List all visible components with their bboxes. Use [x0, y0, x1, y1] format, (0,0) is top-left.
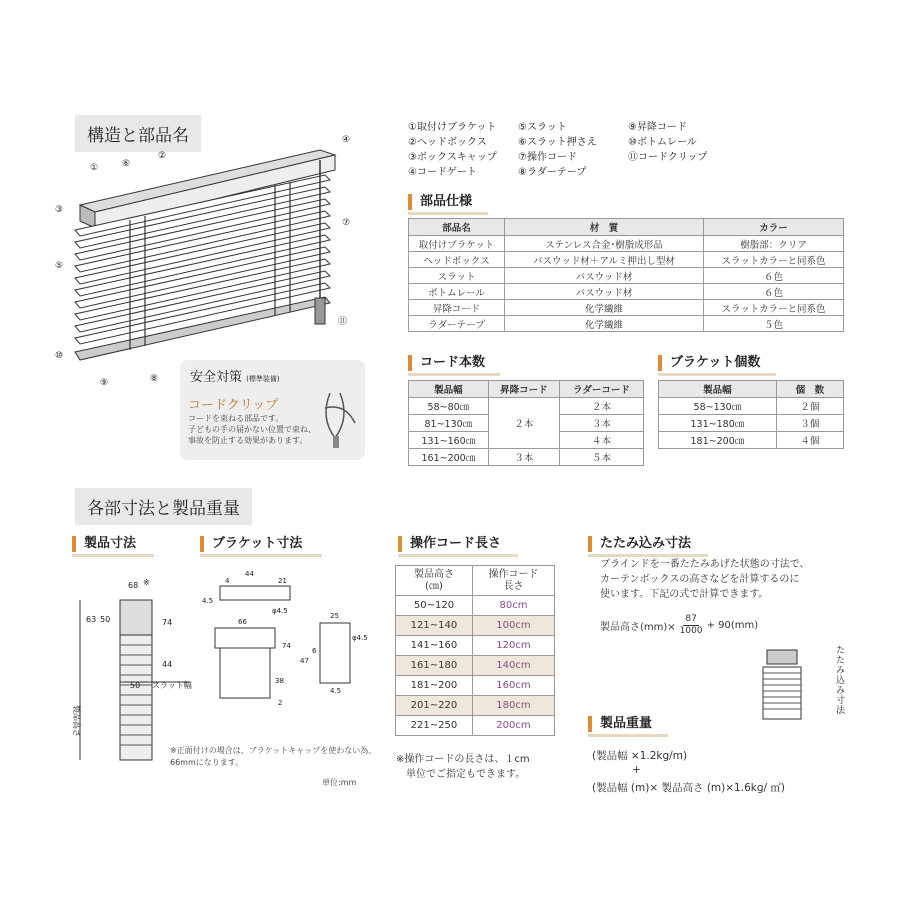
- product-dims-underline: [72, 554, 154, 557]
- table-row: 181~200㎝ ４個: [659, 432, 844, 449]
- product-dims-title: 製品寸法: [72, 536, 136, 552]
- section-title-structure: 構造と部品名: [75, 115, 201, 152]
- weight-underline: [588, 734, 668, 737]
- bdim-47: 47: [300, 657, 309, 665]
- dim-68-note: ※: [143, 578, 150, 587]
- dim-44: 44: [162, 660, 173, 669]
- bdim-phi: φ4.5: [272, 607, 288, 615]
- table-row: 161~200㎝ ３本 ５本: [409, 449, 644, 466]
- table-row: ボトムレール バスウッド材 ６色: [409, 284, 844, 300]
- weight-plus: +: [632, 764, 641, 776]
- bracket-dims-title: ブラケット寸法: [200, 536, 302, 552]
- table-row: 取付けブラケット ステンレス合金･樹脂成形品 樹脂部：クリア: [409, 236, 844, 252]
- slat-width-label: スラット幅: [152, 681, 192, 690]
- callout-6: ⑥: [122, 159, 131, 169]
- weight-line1: (製品幅 ×1.2kg/m): [592, 750, 688, 762]
- table-row: 50~120 80cm: [396, 596, 555, 616]
- bdim-6: 6: [312, 647, 317, 655]
- table-row: 131~160㎝ ４本: [409, 432, 644, 449]
- callout-11: ⑪: [338, 317, 348, 327]
- formula-right: + 90(mm): [706, 619, 759, 631]
- dim-50-slat: 50: [130, 681, 141, 690]
- safety-box: [180, 360, 365, 460]
- parts-list-col1: ①取付けブラケット ②ヘッドボックス ③ボックスキャップ ④コードゲート: [408, 122, 497, 178]
- fold-formula: [600, 612, 758, 638]
- bdim-25: 25: [330, 612, 339, 620]
- unit-label: 単位:mm: [322, 778, 357, 787]
- bracket-dims-underline: [200, 554, 322, 557]
- dim-68: 68: [128, 581, 139, 590]
- dim-63: 63: [86, 615, 97, 624]
- callout-2: ②: [158, 151, 167, 161]
- cord-count-title: コード本数: [408, 355, 485, 371]
- table-row: 141~160 120cm: [396, 636, 555, 656]
- parts-spec-table: 部品名 材 質 カラー 取付けブラケット ステンレス合金･樹脂成形品 樹脂部：クリア ヘッドボックス バスウッド材＋アルミ押出し型材 スラットカラーと同系色 スラット バスウッド材 ６色 ボトムレール バスウッド材 ６色 昇降コード 化学繊維 スラットカラーと同系色 ラダーテープ 化学繊維 ５色: [408, 218, 844, 332]
- blind-structure-diagram: [50, 130, 370, 390]
- bracket-count-underline: [658, 373, 776, 376]
- callout-5: ⑤: [55, 261, 64, 271]
- bdim-4-5b: 4.5: [330, 687, 342, 695]
- safety-title: 安全対策 (標準装備): [190, 370, 280, 385]
- parts-spec-title: 部品仕様: [408, 194, 472, 210]
- callout-3: ③: [55, 205, 64, 215]
- formula-left: 製品高さ(mm)×: [600, 621, 676, 633]
- op-cord-table: 製品高さ (㎝) 操作コード 長さ 50~120 80cm 121~140 100cm 141~160 120cm 161~180 140cm 181~200 160cm 201~220 180cm 221~250 200cm: [395, 565, 555, 736]
- table-row: 121~140 100cm: [396, 616, 555, 636]
- bdim-4-5: 4.5: [202, 597, 214, 605]
- table-row: 161~180 140cm: [396, 656, 555, 676]
- op-cord-title: 操作コード長さ: [398, 536, 501, 552]
- bdim-38: 38: [275, 677, 284, 685]
- bdim-21: 21: [278, 577, 287, 585]
- op-cord-note: ※操作コードの長さは、１cm 単位でご指定もできます。: [396, 754, 530, 780]
- fold-title: たたみ込み寸法: [588, 536, 691, 552]
- bracket-dims-diagram: [200, 568, 380, 718]
- dim-50: 50: [100, 615, 111, 624]
- table-row: 221~250 200cm: [396, 716, 555, 736]
- bracket-count-title: ブラケット個数: [658, 355, 760, 371]
- table-row: 58~80㎝ ２本 ２本: [409, 398, 644, 415]
- product-height-label: 製品高さ: [72, 705, 81, 737]
- fold-side-label: たたみ込み寸法: [834, 645, 844, 715]
- safety-subtitle: コードクリップ: [188, 398, 279, 413]
- bracket-count-table: 製品幅 個 数 58~130㎝ ２個 131~180㎝ ３個 181~200㎝ ４個: [658, 380, 844, 449]
- parts-spec-underline: [408, 212, 488, 215]
- callout-8: ⑧: [150, 374, 159, 384]
- callout-9: ⑨: [100, 378, 109, 388]
- parts-list-col2: ⑤スラット ⑥スラット押さえ ⑦操作コード ⑧ラダーテープ: [518, 122, 597, 178]
- weight-title: 製品重量: [588, 716, 652, 732]
- bdim-44: 44: [245, 570, 254, 578]
- safety-desc: コードを束ねる部品です。 子どもの手の届かない位置で束ね、 事故を防止する効果があります。: [188, 414, 316, 445]
- bdim-2: 2: [278, 699, 283, 707]
- callout-10: ⑩: [55, 351, 64, 361]
- section-title-dimensions: 各部寸法と製品重量: [75, 488, 252, 525]
- formula-fraction: $\frac{87}{1000}$: [679, 613, 703, 636]
- product-dims-note: ※正面付けの場合は、ブラケットキャップを使わない為、 66mmになります。: [170, 746, 377, 767]
- cord-clip-icon: [315, 388, 360, 453]
- table-row: 81~130㎝ ３本: [409, 415, 644, 432]
- table-row: ヘッドボックス バスウッド材＋アルミ押出し型材 スラットカラーと同系色: [409, 252, 844, 268]
- callout-7: ⑦: [342, 218, 351, 228]
- table-row: 201~220 180cm: [396, 696, 555, 716]
- bdim-74: 74: [282, 642, 291, 650]
- table-row: スラット バスウッド材 ６色: [409, 268, 844, 284]
- table-row: 131~180㎝ ３個: [659, 415, 844, 432]
- bdim-4: 4: [225, 577, 230, 585]
- weight-line2: (製品幅 (m)× 製品高さ (m)×1.6kg/ ㎡): [592, 782, 785, 794]
- cord-count-underline: [408, 373, 500, 376]
- table-row: 181~200 160cm: [396, 676, 555, 696]
- callout-1: ①: [90, 163, 99, 173]
- dim-74: 74: [162, 618, 173, 627]
- callout-4: ④: [342, 135, 351, 145]
- fold-desc: ブラインドを一番たたみあげた状態の寸法で、 カーテンボックスの高さなどを計算するのに 使います。下記の式で計算できます。: [600, 559, 810, 600]
- folded-blind-diagram: [755, 645, 815, 730]
- table-row: 昇降コード 化学繊維 スラットカラーと同系色: [409, 300, 844, 316]
- op-cord-underline: [398, 554, 518, 557]
- bdim-66: 66: [238, 618, 247, 626]
- table-row: 58~130㎝ ２個: [659, 398, 844, 415]
- table-row: ラダーテープ 化学繊維 ５色: [409, 316, 844, 332]
- parts-list-col3: ⑨昇降コード ⑩ボトムレール ⑪コードクリップ: [628, 122, 708, 163]
- bdim-phi2: φ4.5: [352, 634, 368, 642]
- cord-count-table: 製品幅 昇降コード ラダーコード 58~80㎝ ２本 ２本 81~130㎝ ３本 131~160㎝ ４本 161~200㎝ ３本 ５本: [408, 380, 644, 466]
